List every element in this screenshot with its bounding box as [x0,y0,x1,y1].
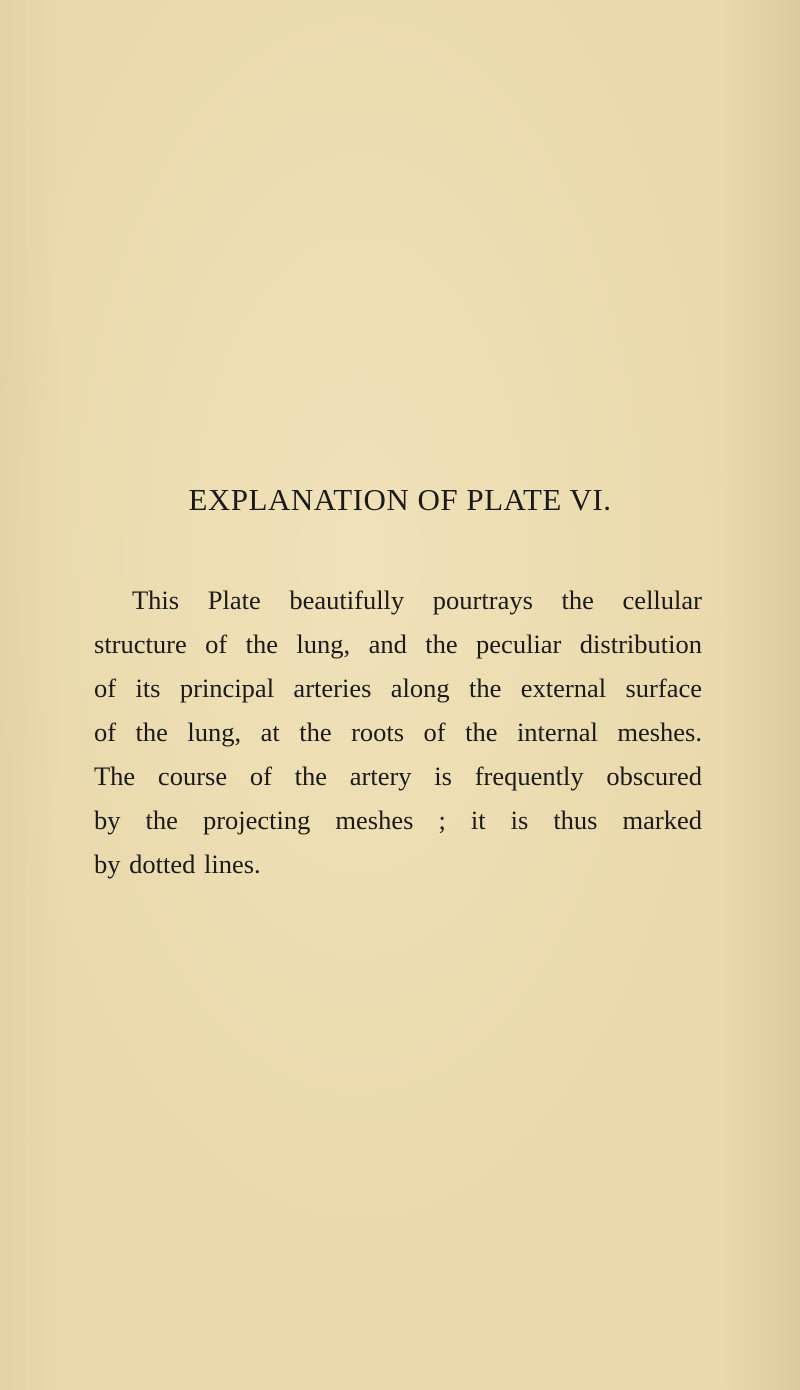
paragraph-line: by dotted lines. [94,849,261,879]
plate-explanation-title: EXPLANATION OF PLATE VI. [188,482,612,517]
paragraph-line: The course of the artery is frequently obscured [94,761,702,791]
plate-explanation-paragraph [94,578,702,886]
paragraph-line: This Plate beautifully pourtrays the cellular [132,585,702,615]
paragraph-line: of its principal arteries along the external surface [94,673,702,703]
paragraph-line: by the projecting meshes ; it is thus marked [94,805,702,835]
paragraph-line: structure of the lung, and the peculiar distribution [94,629,702,659]
paragraph-line: of the lung, at the roots of the internal meshes. [94,717,702,747]
